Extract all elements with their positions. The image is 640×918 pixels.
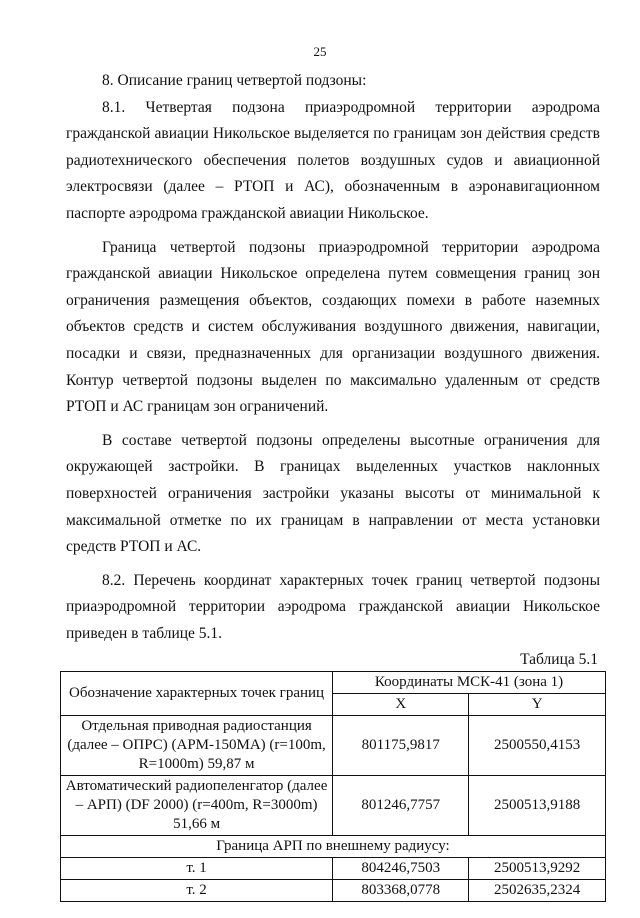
header-point-name: Обозначение характерных точек границ [61, 672, 333, 716]
x-cell: 804246,7503 [333, 858, 469, 880]
document-body [66, 68, 600, 902]
point-name-cell: т. 1 [61, 858, 333, 880]
table-caption: Таблица 5.1 [520, 651, 598, 669]
table-section-row [61, 836, 606, 858]
paragraph-8-2: 8.2. Перечень координат характерных точек границ четвертой подзоны приаэродромной территории аэродрома гражданской авиации Никольское приведен в таблице 5.1. [66, 571, 600, 642]
section-heading: 8. Описание границ четвертой подзоны: [102, 72, 367, 89]
x-cell: 803368,0778 [333, 880, 469, 902]
coordinates-table [60, 671, 606, 902]
y-cell: 2500513,9188 [469, 776, 606, 836]
table-row [61, 858, 606, 880]
point-name-cell: т. 2 [61, 880, 333, 902]
x-cell: 801175,9817 [333, 716, 469, 776]
section-row-cell: Граница АРП по внешнему радиусу: [61, 836, 606, 858]
table-row [61, 880, 606, 902]
y-cell: 2500513,9292 [469, 858, 606, 880]
page-number: 25 [313, 44, 327, 59]
paragraph-height-limits: В составе четвертой подзоны определены высотные ограничения для окружающей застройки. В границах выделенных участков наклонных поверхностей ограничения застройки указаны высоты от минимальной к максимальной отметке по их границам в направлении от места установки средств РТОП и АС. [66, 431, 600, 556]
header-x: X [333, 694, 469, 716]
x-cell: 801246,7757 [333, 776, 469, 836]
point-name-cell: Автоматический радиопеленгатор (далее – АРП) (DF 2000) (r=400m, R=3000m) 51,66 м [61, 776, 333, 836]
header-y: Y [469, 694, 606, 716]
paragraph-boundary: Граница четвертой подзоны приаэродромной территории аэродрома гражданской авиации Никольское определена путем совмещения границ зон ограничения размещения объектов, создающих помехи в работе наземных объектов средств и систем обслуживания воздушного движения, навигации, посадки и связи, предназначенных для организации воздушного движения. Контур четвертой подзоны выделен по максимально удаленным от средств РТОП и АС границам зон ограничений. [66, 238, 600, 416]
table-row [61, 776, 606, 836]
table-header-row [61, 672, 606, 694]
point-name-cell: Отдельная приводная радиостанция (далее – ОПРС) (АРМ-150МА) (r=100m, R=1000m) 59,87 м [61, 716, 333, 776]
paragraph-8-1: 8.1. Четвертая подзона приаэродромной территории аэродрома гражданской авиации Никольское выделяется по границам зон действия средств радиотехнического обеспечения полетов воздушных судов и авиационной электросвязи (далее – РТОП и АС), обозначенным в аэронавигационном паспорте аэродрома гражданской авиации Никольское. [66, 98, 600, 222]
table-row [61, 716, 606, 776]
y-cell: 2500550,4153 [469, 716, 606, 776]
y-cell: 2502635,2324 [469, 880, 606, 902]
header-coordinates: Координаты МСК-41 (зона 1) [333, 672, 606, 694]
